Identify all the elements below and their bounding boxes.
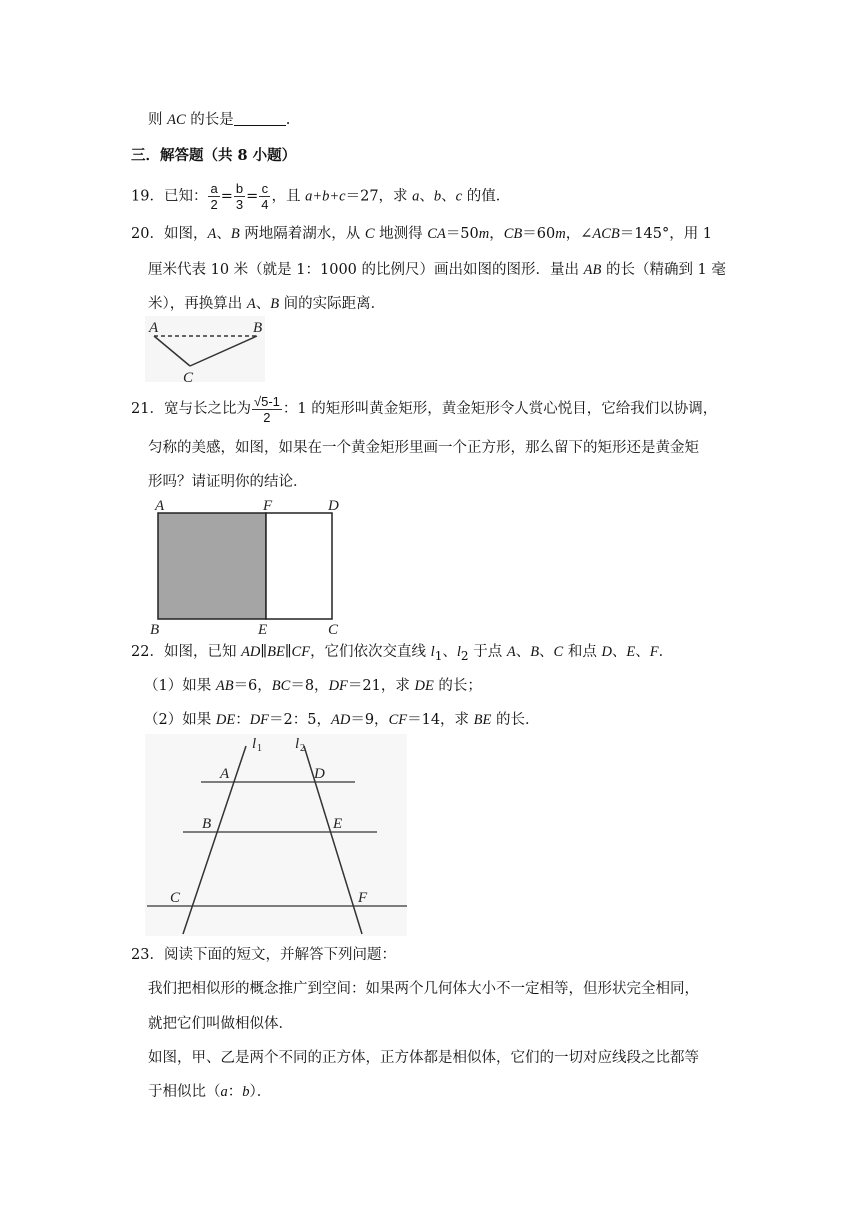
var: CF	[388, 712, 408, 728]
var-ac: AC	[167, 112, 186, 128]
text: 于点	[468, 644, 507, 660]
question-23-line-3: 就把它们叫做相似体．	[148, 1016, 293, 1032]
text: ＝50	[445, 226, 479, 242]
question-21-line-2: 匀称的美感，如图，如果在一个黄金矩形里画一个正方形，那么留下的矩形还是黄金矩	[148, 440, 699, 456]
text: （1）如果	[144, 678, 216, 694]
var: CB	[503, 226, 523, 242]
expression: a+b+c	[305, 188, 346, 205]
q18-tail-line	[148, 110, 290, 130]
rectangle-fdce	[266, 513, 332, 619]
denominator: 4	[261, 197, 269, 212]
text: ＝8，	[290, 678, 329, 694]
question-20-line-2	[148, 260, 726, 280]
label-e: E	[258, 622, 268, 637]
golden-ratio-fraction	[252, 394, 282, 425]
numerator: c	[259, 181, 270, 197]
text: 、	[216, 226, 231, 242]
denominator: 2	[210, 197, 218, 212]
var: C	[553, 644, 564, 660]
denominator: 2	[263, 409, 271, 425]
question-22-part-2	[144, 710, 539, 730]
unit: m	[478, 226, 490, 242]
label-c: C	[170, 890, 181, 906]
text: ：	[227, 1084, 243, 1100]
unit: m	[555, 226, 566, 242]
var: CF	[291, 644, 311, 660]
var: DF	[249, 712, 270, 728]
text: 、	[419, 188, 434, 205]
label-c: C	[183, 370, 194, 384]
var: E	[626, 644, 636, 660]
text: ＝14，求	[407, 712, 474, 728]
numerator: √5-1	[253, 393, 280, 409]
var: l	[456, 644, 461, 660]
label-a: A	[149, 320, 159, 336]
var: BE	[267, 644, 285, 660]
question-number: 21．	[131, 401, 164, 417]
parallel-symbol: ∥	[260, 644, 268, 660]
label-b: B	[253, 320, 263, 336]
text: ，它们依次交直线	[310, 644, 431, 660]
label-f: F	[263, 498, 273, 514]
text: 、	[255, 296, 271, 312]
question-19: 19．已知： $\frac{a}{2}$ = $\frac{b}{3}$ = $\frac{c}{4}$ ，且 a+b+c＝27，求 a、b、c 的值．	[131, 181, 511, 212]
text: ＝60	[522, 226, 556, 242]
var: B	[270, 296, 280, 312]
text: ＝145°，用 1	[619, 226, 713, 242]
var: C	[364, 226, 375, 242]
question-number: 19．	[131, 188, 164, 205]
parallel-lines-diagram	[145, 734, 410, 938]
text: 的长（精确到 1 毫	[601, 262, 726, 278]
question-22-line-1	[131, 642, 673, 666]
var: BC	[271, 678, 291, 694]
text: ，	[489, 226, 504, 242]
text: 和点	[563, 644, 602, 660]
text: 、	[515, 644, 531, 660]
question-22-part-1	[144, 676, 482, 696]
question-23-line-2: 我们把相似形的概念推广到空间：如果两个几何体大小不一定相等，但形状完全相同，	[148, 981, 699, 997]
var: A	[246, 296, 256, 312]
text: 间的实际距离．	[279, 296, 386, 312]
var: A	[506, 644, 516, 660]
label-b: B	[202, 816, 212, 832]
answer-blank	[234, 111, 286, 126]
label-d: D	[328, 498, 339, 514]
subscript: 2	[460, 648, 469, 663]
question-20-line-1	[131, 224, 712, 244]
text: 的长．	[491, 712, 540, 728]
question-23-line-1: 23．阅读下面的短文，并解答下列问题：	[131, 947, 396, 963]
var: DE	[414, 678, 434, 694]
text: ：1 的矩形叫黄金矩形，黄金矩形令人赏心悦目，它给我们以协调，	[282, 401, 718, 417]
label-c: C	[328, 622, 339, 637]
text: 厘米代表 10 米（就是 1：1000 的比例尺）画出如图的图形．量出	[148, 262, 584, 278]
text: 如图，	[163, 226, 208, 242]
fraction-a-2	[208, 181, 219, 212]
figure-background	[145, 316, 265, 382]
var: a	[412, 188, 420, 205]
text: 、	[539, 644, 554, 660]
text: 于相似比（	[148, 1084, 221, 1100]
lake-diagram	[145, 316, 270, 384]
var: B	[530, 644, 540, 660]
var: AB	[583, 262, 602, 278]
var: A	[207, 226, 217, 242]
denominator: 3	[235, 197, 244, 212]
text: 、	[442, 644, 457, 660]
fraction-b-3	[234, 181, 245, 212]
var: F	[649, 644, 659, 660]
text: ＝9，	[350, 712, 389, 728]
text: ．	[658, 644, 674, 660]
var: ACB	[592, 226, 620, 242]
text: 的值．	[462, 188, 511, 205]
text: .	[285, 112, 291, 128]
text: ＝27，求	[345, 188, 413, 205]
var: DE	[215, 712, 236, 728]
numerator: b	[235, 181, 244, 196]
label-b: B	[150, 622, 160, 637]
text: 的长是	[185, 112, 234, 128]
var: AD	[241, 644, 261, 660]
label-a: A	[220, 766, 230, 782]
text: 米），再换算出	[148, 296, 247, 312]
question-number: 20．	[131, 226, 164, 242]
text: 、	[635, 644, 650, 660]
text: ＝21，求	[347, 678, 415, 694]
label-l2-subscript: 2	[300, 743, 305, 754]
question-21-line-1	[131, 390, 717, 428]
text: 、	[441, 188, 456, 205]
var: b	[242, 1084, 250, 1100]
var: a	[220, 1084, 228, 1100]
subscript: 1	[434, 648, 443, 663]
text: 地测得	[374, 226, 428, 242]
numerator: a	[210, 181, 218, 196]
label-a: A	[155, 498, 165, 514]
square-abef	[158, 513, 266, 619]
var: CA	[427, 226, 446, 242]
fraction-c-4	[259, 181, 270, 212]
var: BE	[473, 712, 492, 728]
question-number: 22．	[131, 644, 164, 660]
golden-rectangle-diagram	[145, 495, 345, 637]
section-title: 三．解答题（共 8 小题）	[131, 147, 297, 164]
label-l1-subscript: 1	[257, 743, 262, 754]
label-l2: l	[295, 736, 300, 752]
question-21-line-3: 形吗？请证明你的结论．	[148, 474, 308, 490]
text: 宽与长之比为	[163, 401, 251, 417]
text: 已知：	[163, 188, 208, 205]
text: ，∠	[565, 226, 593, 242]
var: DF	[328, 678, 348, 694]
text: 如图，已知	[163, 644, 242, 660]
text: 的长；	[433, 678, 482, 694]
var: AD	[330, 712, 351, 728]
var: D	[601, 644, 612, 660]
label-l1: l	[252, 736, 257, 752]
question-20-line-3	[148, 294, 385, 314]
text: ＝6，	[233, 678, 272, 694]
question-23-line-5	[148, 1082, 271, 1102]
text: ，且	[271, 188, 306, 205]
var: b	[433, 188, 442, 205]
var: l	[430, 644, 435, 660]
parallel-symbol: ∥	[284, 644, 292, 660]
var: B	[230, 226, 240, 242]
label-e: E	[333, 816, 343, 832]
question-23-line-4: 如图，甲、乙是两个不同的正方体，正方体都是相似体，它们的一切对应线段之比都等	[148, 1050, 699, 1066]
text: 两地隔着湖水，从	[239, 226, 365, 242]
text: 、	[611, 644, 627, 660]
var: AB	[215, 678, 234, 694]
text: ）．	[249, 1084, 272, 1100]
text: （2）如果	[144, 712, 216, 728]
var: c	[455, 188, 463, 205]
text: 则	[148, 112, 168, 128]
label-f: F	[358, 890, 368, 906]
text: ：	[235, 712, 250, 728]
text: ＝2：5，	[269, 712, 331, 728]
label-d: D	[314, 766, 325, 782]
